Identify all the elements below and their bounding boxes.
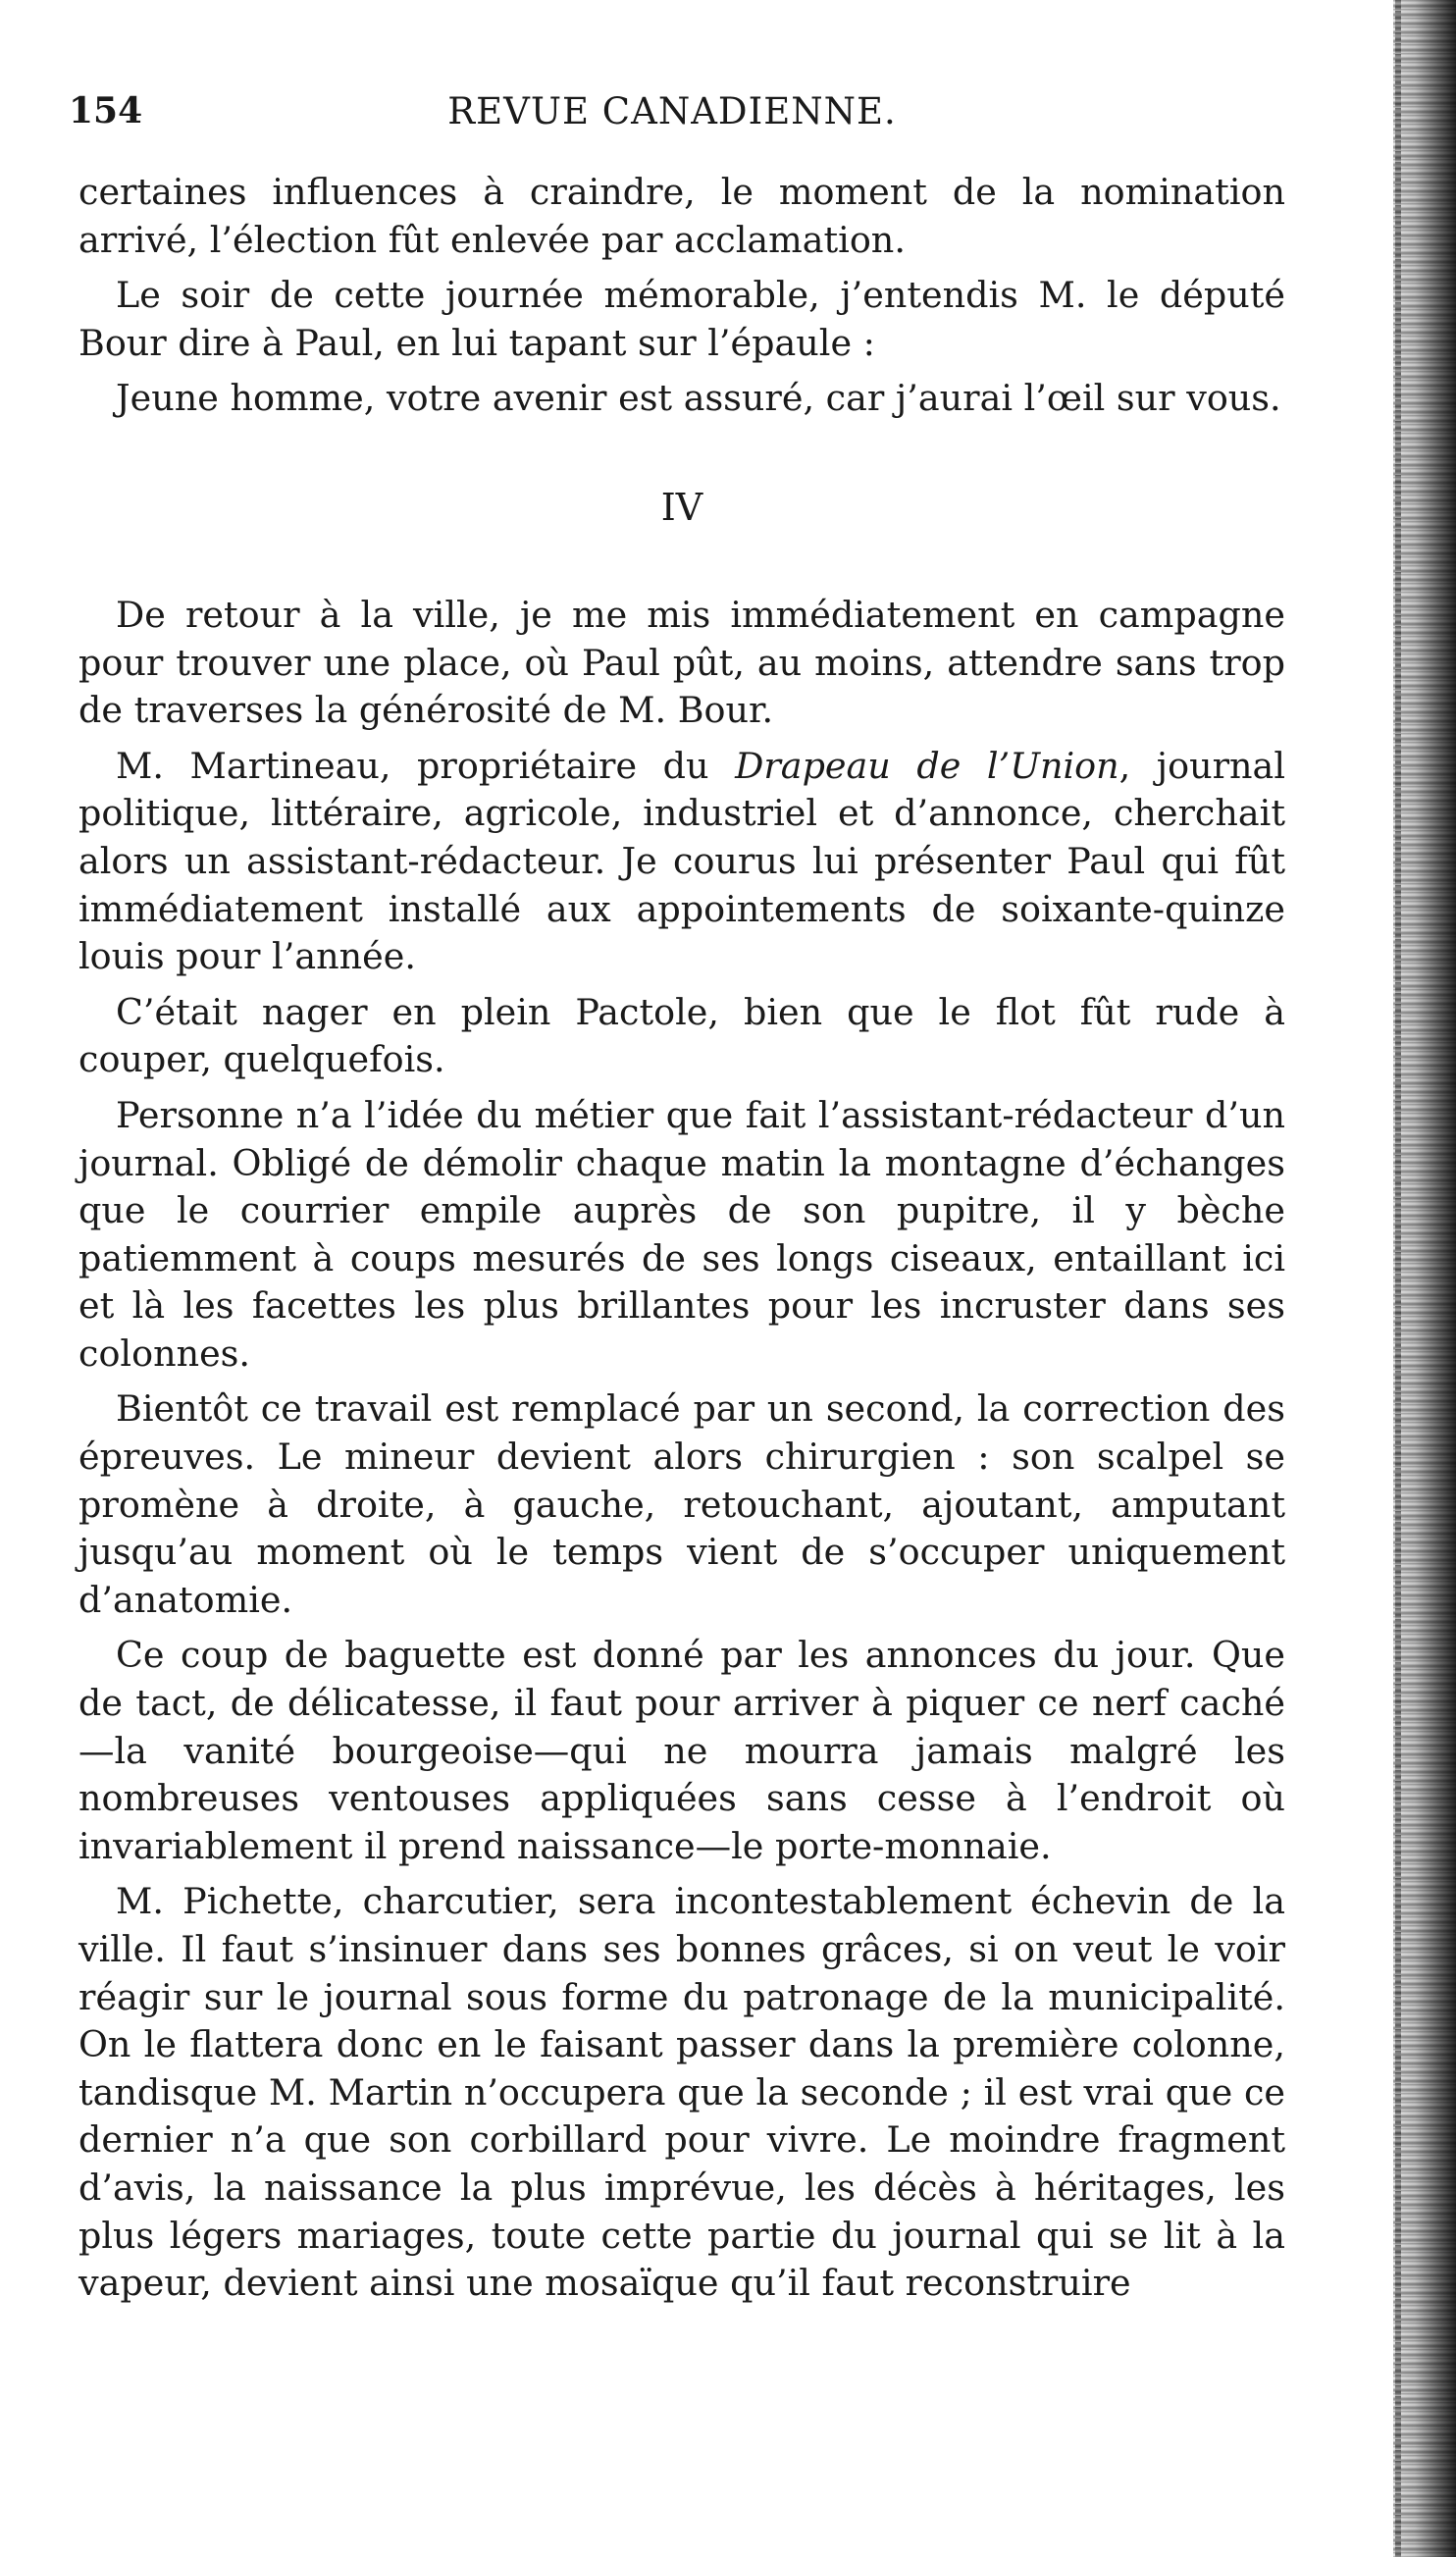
page-header <box>69 90 1275 149</box>
paragraph: M. Pichette, charcutier, sera incontestablement échevin de la ville. Il faut s’insinuer dans ses bonnes grâces, si on veut le voir réagir sur le journal sous forme du patronage de la municipalité. On le flattera donc en le faisant passer dans la première colonne, tandisque M. Martin n’occupera que la seconde ; il est vrai que ce dernier n’a que son corbillard pour vivre. Le moindre fragment d’avis, la naissance la plus imprévue, les décès à héritages, les plus légers mariages, toute cette partie du journal qui se lit à la vapeur, devient ainsi une mosaïque qu’il faut reconstruire <box>78 1880 1285 2305</box>
paragraph: De retour à la ville, je me mis immédiatement en campagne pour trouver une place, où Paul pût, au moins, attendre sans trop de traverses la générosité de M. Bour. <box>78 593 1285 732</box>
paragraph: C’était nager en plein Pactole, bien que le flot fût rude à couper, quelquefois. <box>78 990 1285 1081</box>
section-heading: IV <box>660 485 703 529</box>
newspaper-title: Drapeau de l’Union <box>735 744 1119 787</box>
paragraph: Ce coup de baguette est donné par les annonces du jour. Que de tact, de délicatesse, il faut pour arriver à piquer ce nerf caché—la vanité bourgeoise—qui ne mourra jamais malgré les nombreuses ventouses appliquées sans cesse à l’endroit où invariablement il prend naissance—le porte-monnaie. <box>78 1634 1285 1867</box>
paragraph: Personne n’a l’idée du métier que fait l’assistant-rédacteur d’un journal. Obligé de démolir chaque matin la montagne d’échanges que le courrier empile auprès de son pupitre, il y bèche patiemment à coups mesurés de ses longs ciseaux, entaillant ici et là les facettes les plus brillantes pour les incruster dans ses colonnes. <box>78 1093 1285 1375</box>
body-text <box>78 169 1285 2316</box>
paragraph-text: , journal politique, littéraire, agricole, industriel et d’annonce, cherchait alors un assistant-rédacteur. Je courus lui présenter Paul qui fût immédiatement installé aux appointements de soixante-quinze louis pour l’année. <box>78 744 1285 978</box>
paragraph: certaines influences à craindre, le moment de la nomination arrivé, l’élection fût enlevée par acclamation. <box>78 171 1285 261</box>
book-spine-edge <box>1395 0 1401 2557</box>
paragraph: Bientôt ce travail est remplacé par un second, la correction des épreuves. Le mineur devient alors chirurgien : son scalpel se promène à droite, à gauche, retouchant, ajoutant, amputant jusqu’au moment où le temps vient de s’occuper uniquement d’anatomie. <box>78 1387 1285 1621</box>
paragraph <box>78 743 1285 981</box>
running-title: REVUE CANADIENNE. <box>447 90 897 132</box>
page-number: 154 <box>69 90 143 131</box>
paragraph: Jeune homme, votre avenir est assuré, car j’aurai l’œil sur vous. <box>116 377 1281 420</box>
paragraph-text: M. Martineau, propriétaire du <box>116 744 736 787</box>
book-spine-shadow <box>1393 0 1456 2557</box>
paragraph: Le soir de cette journée mémorable, j’entendis M. le député Bour dire à Paul, en lui tapant sur l’épaule : <box>78 274 1285 364</box>
